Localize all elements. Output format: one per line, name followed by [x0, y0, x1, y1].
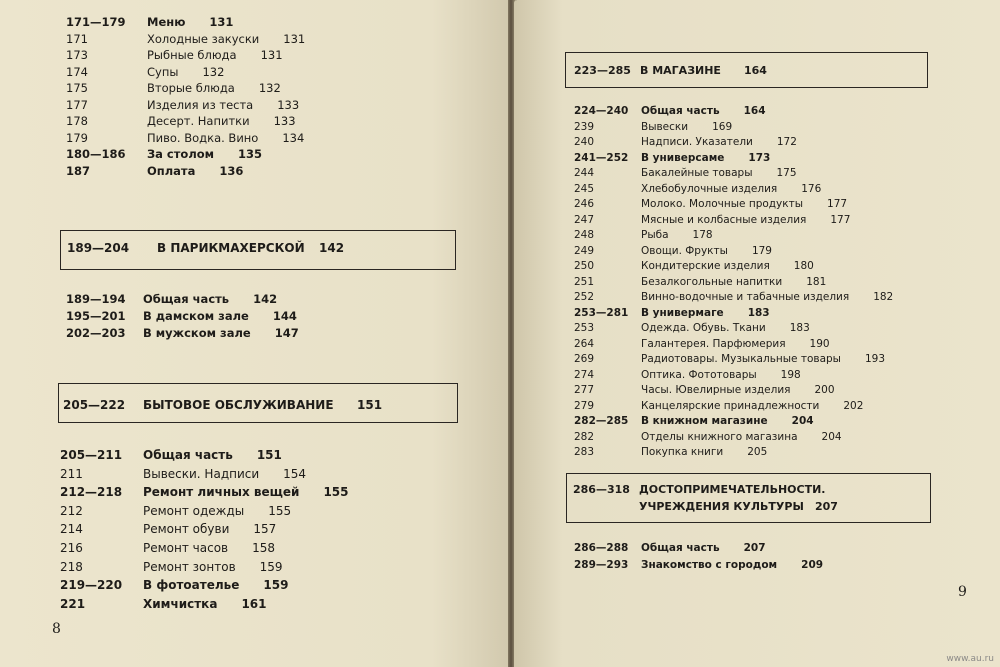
- toc-entry-title: Ремонт одежды: [143, 503, 245, 518]
- toc-entry-page: 190: [809, 337, 830, 350]
- section-page: 164: [744, 64, 767, 77]
- toc-entry-number: 214: [60, 522, 83, 537]
- toc-entry-page: 169: [712, 120, 733, 133]
- section-box-shop: [565, 52, 928, 88]
- toc-entry-page: 158: [252, 541, 276, 555]
- toc-entry-number: 269: [574, 353, 595, 365]
- toc-entry-title: Канцелярские принадлежности: [641, 399, 820, 412]
- page-number-right: 9: [958, 584, 967, 600]
- toc-entry-number: 175: [66, 81, 88, 95]
- toc-entry-page: 183: [789, 322, 810, 334]
- toc-entry-title: В универсаме: [641, 151, 725, 164]
- section-page: 151: [357, 398, 383, 412]
- toc-entry-number: 282: [574, 430, 595, 443]
- toc-entry-page: 177: [830, 213, 851, 226]
- toc-entry-page: 172: [776, 136, 797, 148]
- toc-entry-page: 142: [253, 292, 278, 306]
- toc-entry-title: Холодные закуски: [147, 31, 260, 46]
- toc-entry-title: В книжном магазине: [641, 415, 768, 427]
- toc-entry-number: 246: [574, 198, 595, 210]
- toc-entry-number: 212—218: [60, 485, 123, 500]
- toc-entry-title: Овощи. Фрукты: [641, 244, 728, 257]
- toc-entry-page: 131: [209, 15, 234, 29]
- toc-entry-title: Ремонт личных вещей: [143, 485, 300, 500]
- toc-entry-number: 289—293: [574, 559, 629, 571]
- toc-entry-title: Десерт. Напитки: [147, 114, 250, 128]
- toc-entry-page: 180: [793, 260, 814, 272]
- toc-entry-title: Покупка книги: [641, 446, 724, 458]
- toc-entry-page: 177: [827, 198, 848, 210]
- toc-entry-title: В фотоателье: [143, 578, 240, 593]
- toc-entry-page: 155: [268, 503, 292, 518]
- toc-entry-title: Оплата: [147, 163, 196, 178]
- toc-entry-title: В универмаге: [641, 306, 724, 319]
- toc-entry-page: 175: [776, 167, 797, 179]
- toc-entry-title: Радиотовары. Музыкальные товары: [641, 353, 841, 365]
- section-range: 223—285: [574, 64, 631, 77]
- toc-entry-title: Молоко. Молочные продукты: [641, 198, 804, 210]
- toc-entry-number: 205—211: [60, 448, 123, 462]
- toc-entry-title: Рыба: [641, 229, 669, 241]
- toc-entry-title: Ремонт часов: [143, 541, 229, 555]
- section-title: В ПАРИКМАХЕРСКОЙ: [157, 241, 305, 255]
- toc-entry-title: Мясные и колбасные изделия: [641, 213, 807, 226]
- toc-entry-number: 239: [574, 120, 595, 133]
- toc-entry-page: 131: [283, 31, 306, 46]
- toc-entry-title: Общая часть: [641, 105, 720, 117]
- toc-entry-number: 283: [574, 446, 595, 458]
- toc-entry-title: Ремонт зонтов: [143, 559, 236, 574]
- toc-entry-page: 134: [282, 130, 305, 145]
- section-title: БЫТОВОЕ ОБСЛУЖИВАНИЕ: [143, 398, 334, 412]
- toc-entry-page: 173: [748, 151, 771, 164]
- toc-entry-page: 147: [274, 326, 299, 340]
- toc-entry-page: 132: [258, 81, 281, 95]
- toc-entry-page: 200: [814, 384, 835, 396]
- toc-entry-title: Вторые блюда: [147, 81, 235, 95]
- toc-entry-page: 151: [256, 448, 282, 462]
- toc-entry-page: 176: [801, 182, 822, 195]
- toc-entry-number: 173: [66, 48, 88, 62]
- toc-entry-number: 221: [60, 596, 86, 611]
- toc-entry-title: Безалкогольные напитки: [641, 275, 783, 288]
- section-title-line1: ДОСТОПРИМЕЧАТЕЛЬНОСТИ.: [639, 483, 826, 496]
- toc-entry-number: 240: [574, 136, 595, 148]
- toc-entry-page: 135: [238, 147, 263, 161]
- toc-entry-title: Вывески: [641, 120, 689, 133]
- toc-entry-number: 286—288: [574, 542, 629, 554]
- toc-entry-page: 159: [259, 559, 283, 574]
- section-box-sights: [566, 473, 931, 523]
- toc-entry-title: Винно-водочные и табачные изделия: [641, 291, 850, 303]
- toc-entry-number: 247: [574, 213, 595, 226]
- toc-entry-number: 277: [574, 384, 595, 396]
- toc-entry-page: 154: [283, 466, 307, 481]
- toc-entry-number: 219—220: [60, 578, 123, 593]
- toc-entry-number: 224—240: [574, 105, 629, 117]
- toc-entry-title: Общая часть: [143, 448, 233, 462]
- toc-entry-page: 207: [743, 542, 766, 554]
- toc-entry-page: 133: [277, 97, 300, 112]
- toc-entry-title: Хлебобулочные изделия: [641, 182, 778, 195]
- toc-entry-title: Изделия из теста: [147, 97, 254, 112]
- toc-entry-page: 164: [743, 105, 766, 117]
- toc-entry-title: Отделы книжного магазина: [641, 430, 798, 443]
- toc-entry-page: 131: [260, 48, 283, 62]
- toc-entry-number: 250: [574, 260, 595, 272]
- toc-entry-number: 187: [66, 163, 91, 178]
- toc-entry-number: 180—186: [66, 147, 126, 161]
- toc-entry-title: Химчистка: [143, 596, 218, 611]
- section-range: 286—318: [573, 483, 630, 496]
- section-title-line2: УЧРЕЖДЕНИЯ КУЛЬТУРЫ: [639, 500, 804, 513]
- toc-entry-title: Бакалейные товары: [641, 167, 753, 179]
- toc-entry-number: 282—285: [574, 415, 629, 427]
- toc-entry-title: Рыбные блюда: [147, 48, 237, 62]
- toc-entry-number: 195—201: [66, 309, 126, 323]
- toc-entry-title: Общая часть: [641, 542, 720, 554]
- toc-entry-number: 274: [574, 368, 595, 381]
- section-title: В МАГАЗИНЕ: [640, 64, 721, 77]
- toc-entry-number: 249: [574, 244, 595, 257]
- toc-entry-title: Одежда. Обувь. Ткани: [641, 322, 766, 334]
- toc-entry-number: 241—252: [574, 151, 629, 164]
- toc-entry-title: Знакомство с городом: [641, 559, 778, 571]
- toc-entry-title: В дамском зале: [143, 309, 249, 323]
- toc-entry-page: 133: [273, 114, 296, 128]
- toc-entry-page: 179: [751, 244, 772, 257]
- toc-entry-page: 159: [263, 578, 289, 593]
- toc-entry-number: 179: [66, 130, 88, 145]
- section-range: 189—204: [67, 241, 130, 255]
- toc-entry-title: Супы: [147, 64, 179, 79]
- toc-entry-number: 171—179: [66, 15, 126, 29]
- toc-entry-number: 178: [66, 114, 88, 128]
- toc-entry-number: 216: [60, 541, 83, 555]
- toc-entry-number: 189—194: [66, 292, 126, 306]
- page-number-left: 8: [52, 621, 61, 637]
- watermark: www.au.ru: [946, 654, 994, 664]
- toc-entry-page: 205: [747, 446, 768, 458]
- toc-entry-page: 178: [692, 229, 713, 241]
- toc-entry-number: 264: [574, 337, 595, 350]
- toc-entry-number: 253: [574, 322, 595, 334]
- section-page: 207: [815, 500, 838, 513]
- section-box-services: [58, 383, 458, 423]
- toc-entry-title: Оптика. Фототовары: [641, 368, 757, 381]
- toc-entry-number: 211: [60, 466, 83, 481]
- toc-entry-page: 198: [780, 368, 801, 381]
- toc-entry-title: Ремонт обуви: [143, 522, 230, 537]
- toc-entry-title: Пиво. Водка. Вино: [147, 130, 259, 145]
- toc-entry-number: 202—203: [66, 326, 126, 340]
- toc-entry-title: Галантерея. Парфюмерия: [641, 337, 786, 350]
- toc-entry-page: 183: [747, 306, 770, 319]
- toc-entry-page: 144: [272, 309, 297, 323]
- toc-entry-number: 174: [66, 64, 88, 79]
- toc-entry-number: 245: [574, 182, 595, 195]
- toc-entry-number: 252: [574, 291, 595, 303]
- toc-entry-number: 279: [574, 399, 595, 412]
- toc-entry-page: 136: [219, 163, 244, 178]
- toc-entry-page: 202: [843, 399, 864, 412]
- toc-entry-number: 218: [60, 559, 83, 574]
- toc-entry-number: 248: [574, 229, 595, 241]
- toc-entry-title: Часы. Ювелирные изделия: [641, 384, 791, 396]
- toc-entry-number: 244: [574, 167, 595, 179]
- toc-entry-page: 209: [801, 559, 824, 571]
- toc-entry-title: Вывески. Надписи: [143, 466, 260, 481]
- toc-entry-number: 251: [574, 275, 595, 288]
- toc-entry-page: 182: [873, 291, 894, 303]
- toc-entry-page: 193: [864, 353, 886, 365]
- toc-entry-number: 171: [66, 31, 88, 46]
- section-range: 205—222: [63, 398, 126, 412]
- section-page: 142: [319, 241, 345, 255]
- toc-entry-page: 157: [253, 522, 277, 537]
- right-page: [514, 0, 1000, 667]
- toc-entry-title: Кондитерские изделия: [641, 260, 770, 272]
- toc-entry-title: В мужском зале: [143, 326, 251, 340]
- section-box-barber: [60, 230, 456, 270]
- toc-entry-page: 161: [241, 596, 267, 611]
- toc-entry-page: 132: [202, 64, 225, 79]
- toc-entry-number: 212: [60, 503, 83, 518]
- toc-entry-number: 177: [66, 97, 88, 112]
- toc-entry-page: 155: [323, 485, 349, 500]
- toc-entry-page: 204: [821, 430, 842, 443]
- toc-entry-title: Надписи. Указатели: [641, 136, 753, 148]
- toc-entry-title: Общая часть: [143, 292, 230, 306]
- toc-entry-title: За столом: [147, 147, 215, 161]
- toc-entry-page: 204: [791, 415, 814, 427]
- toc-entry-title: Меню: [147, 15, 186, 29]
- toc-entry-page: 181: [806, 275, 827, 288]
- toc-entry-number: 253—281: [574, 306, 629, 319]
